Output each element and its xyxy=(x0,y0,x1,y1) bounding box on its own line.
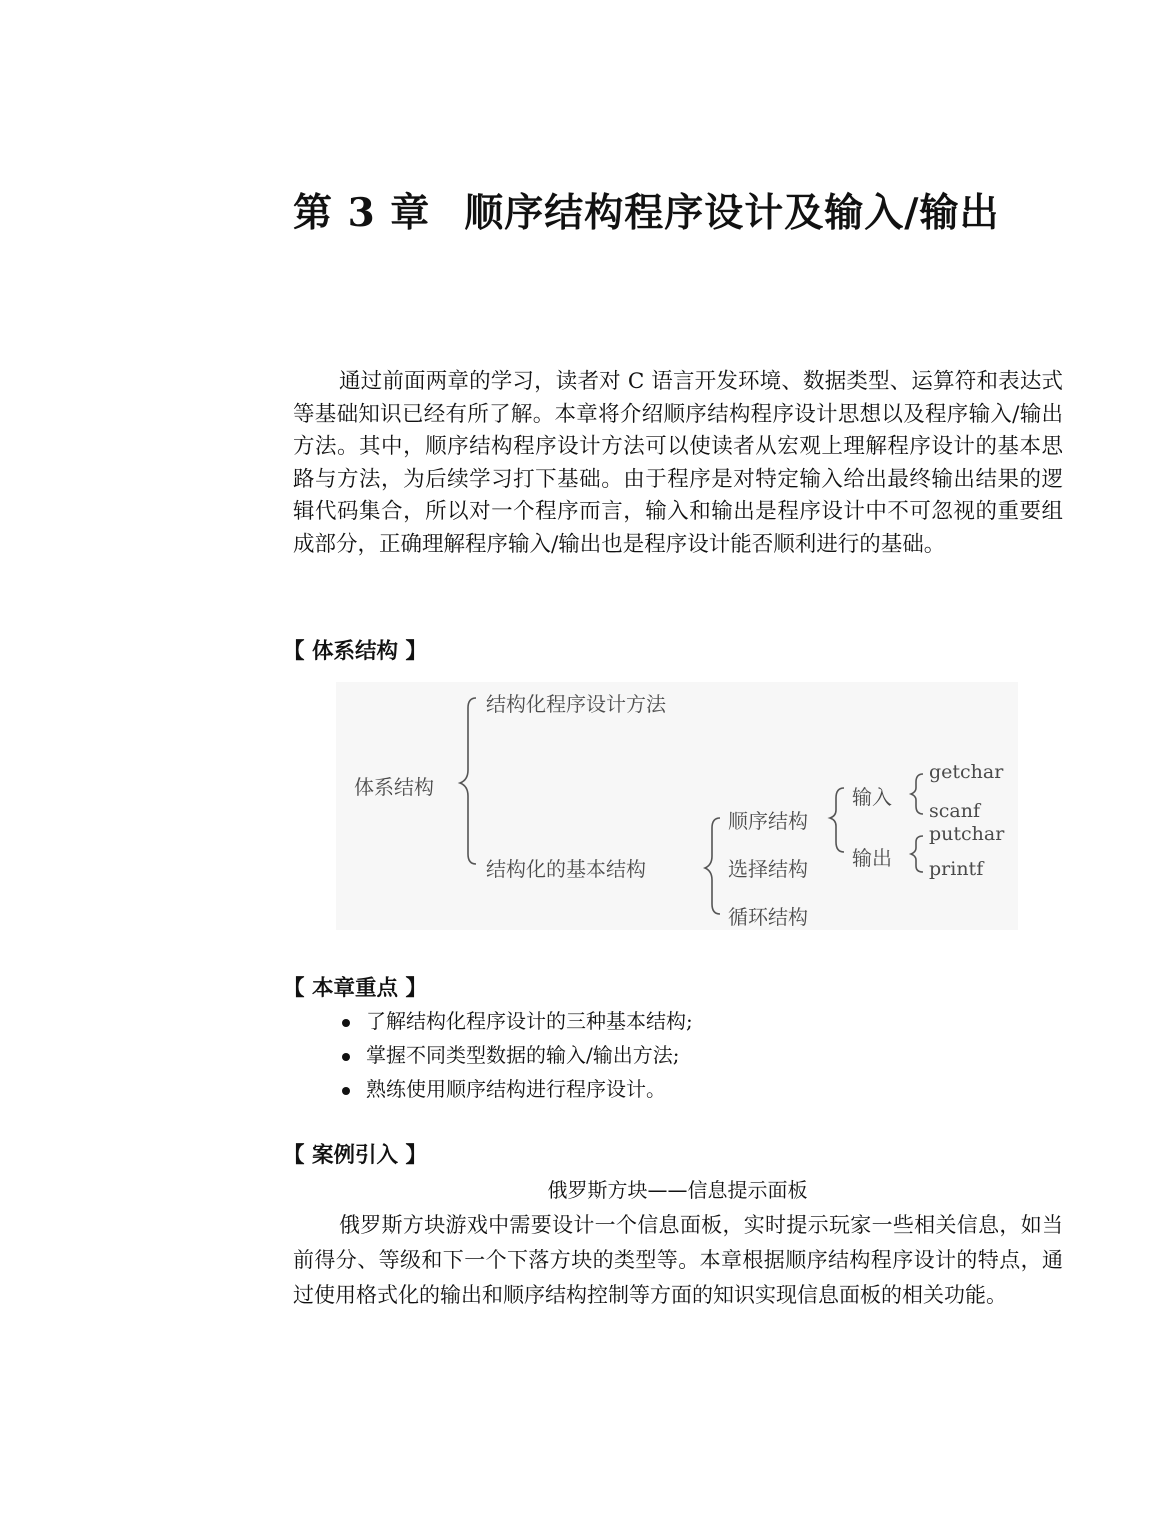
brace-root xyxy=(460,698,476,864)
brace-basic xyxy=(705,818,720,914)
brace-output xyxy=(911,836,923,872)
diagram-branch-methods: 结构化程序设计方法 xyxy=(486,692,666,716)
focus-item: 掌握不同类型数据的输入/输出方法; xyxy=(340,1038,693,1072)
case-title: 俄罗斯方块——信息提示面板 xyxy=(547,1178,808,1202)
brace-sequential xyxy=(830,788,844,852)
diagram-printf: printf xyxy=(929,858,984,880)
chapter-title xyxy=(293,182,1000,238)
focus-item: 熟练使用顺序结构进行程序设计。 xyxy=(340,1072,693,1106)
focus-item: 了解结构化程序设计的三种基本结构; xyxy=(340,1004,693,1038)
section-heading-structure: 【 体系结构 】 xyxy=(283,639,427,664)
section-heading-focus: 【 本章重点 】 xyxy=(283,976,427,1001)
intro-paragraph: 通过前面两章的学习，读者对 C 语言开发环境、数据类型、运算符和表达式等基础知识已经有所了解。本章将介绍顺序结构程序设计思想以及程序输入/输出方法。其中，顺序结构程序设计方法可以使读者从宏观上理解程序设计的基本思路与方法，为后续学习打下基础。由于程序是对特定输入给出最终输出结果的逻辑代码集合，所以对一个程序而言，输入和输出是程序设计中不可忽视的重要组成部分，正确理解程序输入/输出也是程序设计能否顺利进行的基础。 xyxy=(293,369,1063,557)
diagram-loop: 循环结构 xyxy=(728,905,808,929)
diagram-output: 输出 xyxy=(852,846,892,870)
diagram-getchar: getchar xyxy=(929,761,1004,783)
diagram-braces xyxy=(336,682,1018,930)
diagram-branch-basic: 结构化的基本结构 xyxy=(486,857,646,881)
chapter-title-text: 顺序结构程序设计及输入/输出 xyxy=(464,190,1000,237)
focus-list xyxy=(340,1004,693,1106)
chapter-number: 第 3 章 xyxy=(293,190,431,237)
case-body: 俄罗斯方块游戏中需要设计一个信息面板，实时提示玩家一些相关信息，如当前得分、等级和下一个下落方块的类型等。本章根据顺序结构程序设计的特点，通过使用格式化的输出和顺序结构控制等方面的知识实现信息面板的相关功能。 xyxy=(293,1213,1063,1307)
diagram-scanf: scanf xyxy=(929,800,980,822)
diagram-root: 体系结构 xyxy=(354,775,434,799)
structure-diagram xyxy=(336,682,1018,930)
diagram-input: 输入 xyxy=(852,785,892,809)
brace-input xyxy=(911,774,923,814)
section-heading-case: 【 案例引入 】 xyxy=(283,1143,427,1168)
diagram-selection: 选择结构 xyxy=(728,857,808,881)
diagram-putchar: putchar xyxy=(929,823,1005,845)
diagram-sequential: 顺序结构 xyxy=(728,809,808,833)
